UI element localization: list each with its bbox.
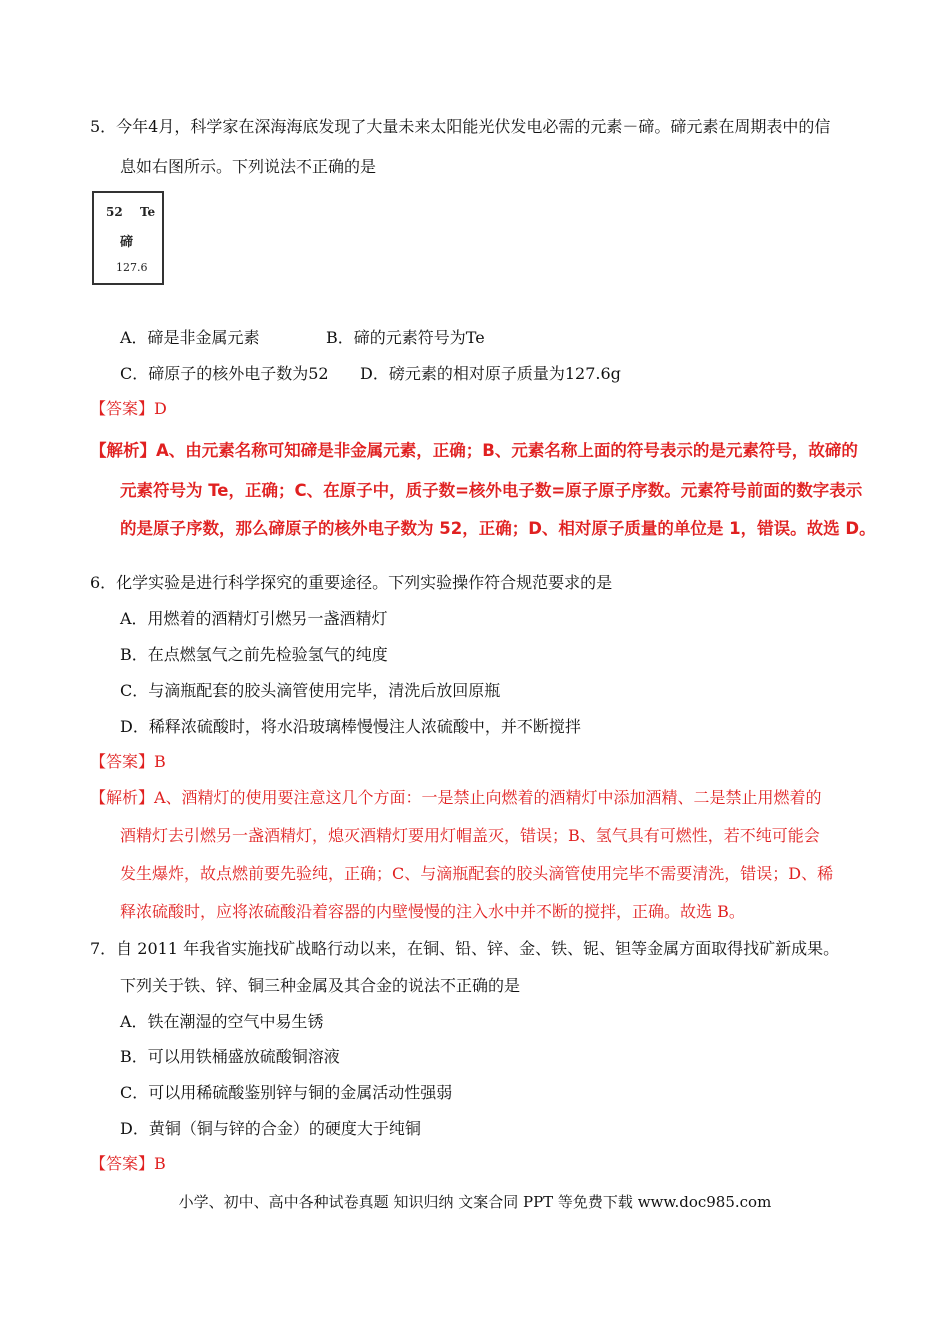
q7-stem-line2: 下列关于铁、锌、铜三种金属及其合金的说法不正确的是 [120,976,521,995]
q5-analysis-line2: 元素符号为 Te，正确；C、在原子中，质子数=核外电子数=原子原子序数。元素符号前面的数字表示 [120,481,863,500]
q6-analysis-line3: 发生爆炸，故点燃前要先验纯，正确；C、与滴瓶配套的胶头滴管使用完毕不需要清洗，错误；D、稀 [120,864,834,883]
q5-analysis-line3: 的是原子序数，那么碲原子的核外电子数为 52，正确；D、相对原子质量的单位是 1，错误。故选 D。 [120,519,876,538]
page-footer: 小学、初中、高中各种试卷真题 知识归纳 文案合同 PPT 等免费下载 www.doc985.com [178,1193,772,1211]
element-atomic-number: 52 [106,205,123,219]
q6-analysis-line4: 释浓硫酸时，应将浓硫酸沿着容器的内壁慢慢的注入水中并不断的搅拌，正确。故选 B。 [120,902,745,921]
q5-stem-line2: 息如右图所示。下列说法不正确的是 [120,157,377,176]
q5-option-b: B．碲的元素符号为Te [326,328,485,347]
q5-answer: 【答案】D [90,399,167,418]
q5-option-a: A．碲是非金属元素 [120,328,260,347]
q7-stem-line1: 7．自 2011 年我省实施找矿战略行动以来，在铜、铅、锌、金、铁、铌、钽等金属方面取得找矿新成果。 [90,939,840,958]
q6-answer: 【答案】B [90,752,166,771]
element-name: 碲 [120,235,134,250]
q5-stem-line1: 5．今年4月，科学家在深海海底发现了大量未来太阳能光伏发电必需的元素－碲。碲元素在周期表中的信 [90,117,831,136]
q5-option-d: D．磅元素的相对原子质量为127.6g [360,364,621,383]
element-symbol: Te [140,205,156,219]
q7-option-a: A．铁在潮湿的空气中易生锈 [120,1012,324,1031]
q6-option-a: A．用燃着的酒精灯引燃另一盏酒精灯 [120,609,388,628]
q7-answer: 【答案】B [90,1154,166,1173]
q6-analysis-line1: 【解析】A、酒精灯的使用要注意这几个方面：一是禁止向燃着的酒精灯中添加酒精、二是禁止用燃着的 [90,788,822,807]
q6-analysis-line2: 酒精灯去引燃另一盏酒精灯，熄灭酒精灯要用灯帽盖灭，错误；B、氢气具有可燃性，若不纯可能会 [120,826,820,845]
element-atomic-mass: 127.6 [116,261,148,274]
q5-option-c: C．碲原子的核外电子数为52 [120,364,329,383]
q6-option-d: D．稀释浓硫酸时，将水沿玻璃棒慢慢注人浓硫酸中，并不断搅拌 [120,717,581,736]
q6-stem: 6．化学实验是进行科学探究的重要途径。下列实验操作符合规范要求的是 [90,573,613,592]
q7-option-b: B．可以用铁桶盛放硫酸铜溶液 [120,1047,340,1066]
q5-analysis-line1: 【解析】A、由元素名称可知碲是非金属元素，正确；B、元素名称上面的符号表示的是元素符号，故碲的 [90,441,858,460]
q6-option-c: C．与滴瓶配套的胶头滴管使用完毕，清洗后放回原瓶 [120,681,501,700]
q7-option-d: D．黄铜（铜与锌的合金）的硬度大于纯铜 [120,1119,421,1138]
q7-option-c: C．可以用稀硫酸鉴别锌与铜的金属活动性强弱 [120,1083,453,1102]
element-card-tellurium [92,191,164,285]
q6-option-b: B．在点燃氢气之前先检验氢气的纯度 [120,645,388,664]
